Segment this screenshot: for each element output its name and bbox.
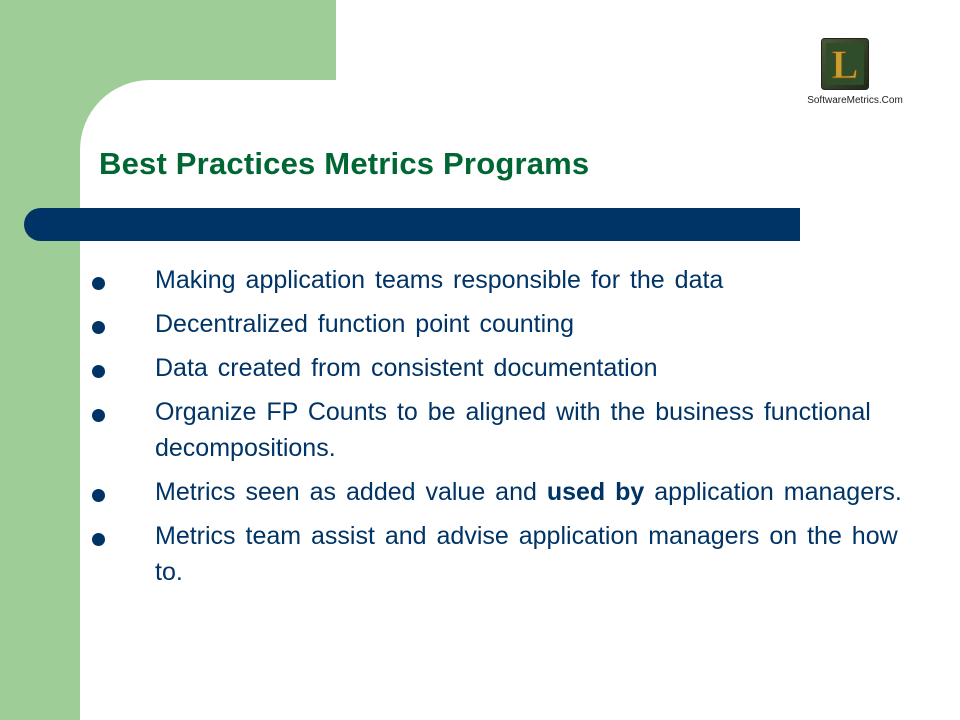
bullet-item: [92, 474, 922, 510]
title-underline-bar: [24, 208, 800, 241]
bullet-dot-icon: [92, 277, 105, 290]
bullet-text: Organize FP Counts to be aligned with the business functional decompositions.: [155, 398, 871, 462]
bullet-item: [92, 394, 922, 466]
bullet-item: [92, 262, 922, 298]
bullet-item: [92, 350, 922, 386]
logo-l-icon: [821, 38, 869, 90]
logo-text: SoftwareMetrics.Com: [807, 95, 903, 106]
bullet-dot-icon: [92, 533, 105, 546]
green-side-band: [0, 0, 80, 720]
bullet-list: [92, 262, 922, 598]
bullet-text-before: Metrics seen as added value and: [155, 478, 547, 506]
bullet-text: Making application teams responsible for the data: [155, 266, 724, 294]
softwaremetrics-logo: [806, 38, 916, 114]
bullet-item: [92, 306, 922, 342]
bullet-text-after: application managers.: [644, 478, 902, 506]
bullet-text: Decentralized function point counting: [155, 310, 574, 338]
bullet-dot-icon: [92, 409, 105, 422]
bullet-dot-icon: [92, 489, 105, 502]
bullet-text: Data created from consistent documentation: [155, 354, 658, 382]
logo-letter: L: [831, 42, 859, 87]
slide-title: Best Practices Metrics Programs: [99, 146, 590, 181]
bullet-text: Metrics team assist and advise application managers on the how to.: [155, 522, 898, 586]
bullet-item: [92, 518, 922, 590]
bullet-dot-icon: [92, 365, 105, 378]
bullet-text-bold: used by: [546, 478, 645, 506]
bullet-dot-icon: [92, 321, 105, 334]
